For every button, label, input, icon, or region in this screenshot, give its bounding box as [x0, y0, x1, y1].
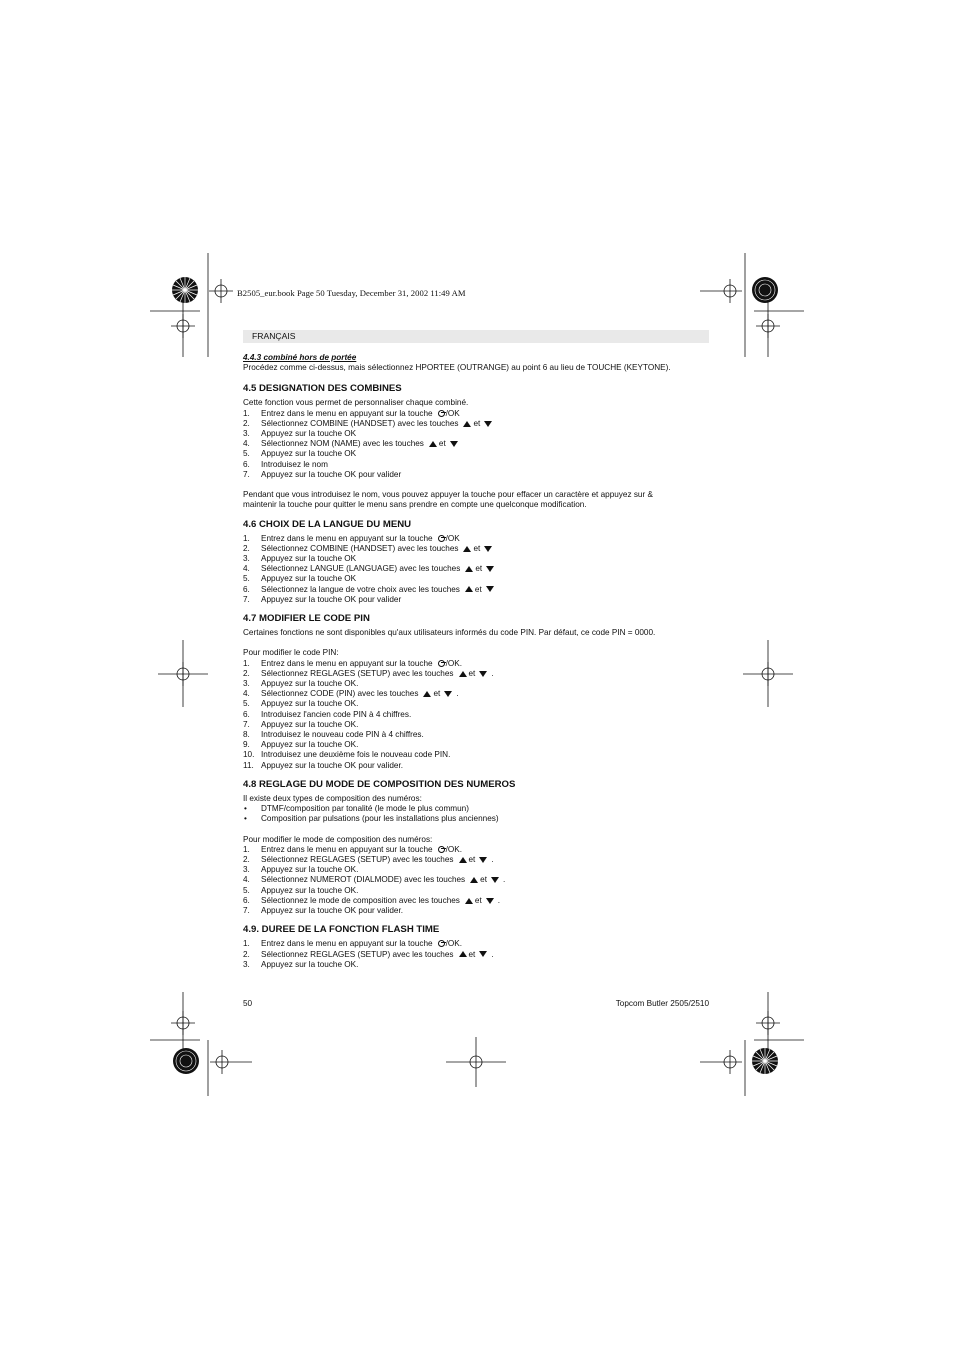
step-text: Sélectionnez le mode de composition avec les touches: [261, 895, 460, 905]
section-4-9: [243, 924, 709, 970]
step-text: /OK.: [445, 939, 462, 949]
up-arrow-icon: [465, 898, 473, 904]
section-heading: 4.5 DESIGNATION DES COMBINES: [243, 383, 402, 395]
step-number: 2.: [243, 418, 250, 428]
step-number: 5.: [243, 574, 250, 584]
step-text: et: [474, 895, 482, 905]
step-text: Appuyez sur la touche OK pour valider: [261, 594, 402, 604]
list-item-text: Composition par pulsations (pour les installations plus anciennes): [261, 814, 499, 824]
step-text: Sélectionnez la langue de votre choix avec les touches: [261, 584, 460, 594]
list-item: [243, 409, 709, 419]
step-number: 5.: [243, 449, 250, 459]
paragraph: maintenir la touche pour quitter le menu sans prendre en compte une quelconque modification.: [243, 500, 587, 510]
list-item: [243, 761, 709, 771]
step-text: .: [503, 875, 506, 885]
list-item: [243, 845, 709, 855]
menu-key-icon: [437, 409, 446, 417]
step-text: Introduisez l'ancien code PIN à 4 chiffres.: [261, 709, 412, 719]
section-heading: 4.6 CHOIX DE LA LANGUE DU MENU: [243, 518, 412, 530]
step-list: [243, 409, 709, 480]
step-number: 10.: [243, 750, 255, 760]
paragraph: Pour modifier le mode de composition des numéros:: [243, 834, 433, 844]
list-item: [243, 554, 709, 564]
list-item: [243, 534, 709, 544]
list-item: [243, 720, 709, 730]
list-item: [243, 419, 709, 429]
step-text: Entrez dans le menu en appuyant sur la touche: [261, 844, 433, 854]
step-text: et: [474, 584, 482, 594]
step-text: Sélectionnez COMBINE (HANDSET) avec les touches: [261, 543, 459, 553]
step-number: 2.: [243, 668, 250, 678]
step-text: et: [468, 668, 476, 678]
list-item: [243, 886, 709, 896]
step-text: .: [456, 689, 459, 699]
step-text: Appuyez sur la touche OK: [261, 574, 357, 584]
step-number: 7.: [243, 719, 250, 729]
step-number: 5.: [243, 885, 250, 895]
list-item: [243, 449, 709, 459]
step-text: Appuyez sur la touche OK: [261, 429, 357, 439]
down-arrow-icon: [486, 566, 494, 572]
list-item: [243, 699, 709, 709]
step-number: 4.: [243, 439, 250, 449]
section-heading: 4.7 MODIFIER LE CODE PIN: [243, 613, 370, 625]
list-item: [243, 574, 709, 584]
section-4-6: [243, 519, 709, 605]
step-text: Appuyez sur la touche OK pour valider: [261, 469, 402, 479]
step-text: .: [491, 949, 494, 959]
step-text: Appuyez sur la touche OK pour valider.: [261, 906, 403, 916]
step-number: 2.: [243, 543, 250, 553]
bullet-list: [243, 804, 709, 824]
list-item: [243, 564, 709, 574]
step-text: Introduisez une deuxième fois le nouveau code PIN.: [261, 750, 451, 760]
step-text: Appuyez sur la touche OK: [261, 554, 357, 564]
paragraph: Certaines fonctions ne sont disponibles qu'aux utilisateurs informés du code PIN. Par défaut, ce code PIN = 0000.: [243, 628, 656, 638]
step-text: et: [473, 418, 481, 428]
list-item: [243, 939, 709, 949]
step-text: et: [473, 543, 481, 553]
list-item: [243, 896, 709, 906]
down-arrow-icon: [491, 877, 499, 883]
step-text: /OK: [445, 408, 460, 418]
step-text: Sélectionnez NUMEROT (DIALMODE) avec les touches: [261, 875, 466, 885]
step-number: 2.: [243, 855, 250, 865]
step-text: .: [491, 668, 494, 678]
section-title: 4.4.3 combiné hors de portée: [243, 353, 357, 362]
main-content: [243, 353, 709, 970]
list-item: [243, 595, 709, 605]
step-number: 11.: [243, 760, 254, 770]
step-number: 1.: [243, 658, 250, 668]
up-arrow-icon: [470, 877, 478, 883]
step-text: et: [438, 439, 446, 449]
list-item: [243, 750, 709, 760]
book-header-line: B2505_eur.book Page 50 Tuesday, December 31, 2002 11:49 AM: [237, 288, 466, 298]
step-text: Appuyez sur la touche OK.: [261, 740, 359, 750]
page-number: 50: [243, 999, 253, 1008]
language-label: FRANÇAIS: [252, 331, 296, 341]
menu-key-icon: [437, 659, 446, 667]
list-item: [243, 814, 709, 824]
step-text: Sélectionnez REGLAGES (SETUP) avec les touches: [261, 668, 454, 678]
up-arrow-icon: [463, 421, 471, 427]
paragraph: Pendant que vous introduisez le nom, vous pouvez appuyer la touche pour effacer un caractère et appuyez sur &: [243, 490, 653, 500]
step-text: et: [480, 875, 487, 885]
step-text: Appuyez sur la touche OK.: [261, 699, 359, 709]
step-text: .: [497, 895, 501, 905]
step-text: Appuyez sur la touche OK: [261, 449, 357, 459]
list-item: [243, 875, 709, 885]
step-text: Sélectionnez COMBINE (HANDSET) avec les touches: [261, 418, 459, 428]
step-text: et: [475, 564, 483, 574]
section-4-8: [243, 779, 709, 916]
list-item: [243, 679, 709, 689]
product-name: Topcom Butler 2505/2510: [615, 999, 709, 1008]
step-number: 3.: [243, 865, 250, 875]
step-text: et: [468, 855, 476, 865]
paragraph: Il existe deux types de composition des numéros:: [243, 793, 422, 803]
step-number: 3.: [243, 429, 250, 439]
list-item: [243, 470, 709, 480]
step-number: 1.: [243, 844, 250, 854]
step-number: 7.: [243, 594, 250, 604]
up-arrow-icon: [423, 691, 431, 697]
step-text: /OK.: [445, 844, 462, 854]
step-number: 4.: [243, 564, 250, 574]
step-list: [243, 534, 709, 605]
step-number: 3.: [243, 679, 250, 689]
step-text: Entrez dans le menu en appuyant sur la touche: [261, 533, 433, 543]
down-arrow-icon: [479, 671, 487, 677]
down-arrow-icon: [484, 421, 492, 427]
list-item: [243, 585, 709, 595]
menu-key-icon: [437, 534, 446, 542]
step-number: 3.: [243, 554, 250, 564]
list-item: [243, 740, 709, 750]
step-text: et: [433, 689, 441, 699]
up-arrow-icon: [459, 671, 467, 677]
paragraph: Procédez comme ci-dessus, mais sélectionnez HPORTEE (OUTRANGE) au point 6 au lieu de TOUCHE (KEYTONE).: [243, 363, 671, 373]
step-number: 1.: [243, 408, 250, 418]
down-arrow-icon: [444, 691, 452, 697]
step-number: 6.: [243, 709, 250, 719]
step-number: 7.: [243, 469, 250, 479]
list-item: [243, 429, 709, 439]
up-arrow-icon: [459, 951, 467, 957]
step-text: Entrez dans le menu en appuyant sur la touche: [261, 408, 433, 418]
up-arrow-icon: [459, 857, 467, 863]
step-text: Sélectionnez REGLAGES (SETUP) avec les touches: [261, 949, 454, 959]
list-item: [243, 710, 709, 720]
step-text: /OK.: [445, 658, 462, 668]
down-arrow-icon: [479, 857, 487, 863]
step-text: Entrez dans le menu en appuyant sur la touche: [261, 658, 433, 668]
step-number: 2.: [243, 949, 250, 959]
step-text: Introduisez le nouveau code PIN à 4 chiffres.: [261, 730, 424, 740]
menu-key-icon: [437, 845, 446, 853]
step-number: 7.: [243, 906, 250, 916]
down-arrow-icon: [479, 951, 487, 957]
step-text: Entrez dans le menu en appuyant sur la touche: [261, 939, 433, 949]
section-4-7: [243, 613, 709, 771]
down-arrow-icon: [486, 586, 494, 592]
list-item: [243, 906, 709, 916]
language-bar: [243, 330, 709, 343]
paragraph: Pour modifier le code PIN:: [243, 648, 339, 658]
list-item: [243, 460, 709, 470]
step-list: [243, 939, 709, 970]
section-4-5: [243, 383, 709, 510]
down-arrow-icon: [450, 441, 458, 447]
down-arrow-icon: [484, 546, 492, 552]
step-number: 4.: [243, 689, 250, 699]
bullet-marker: •: [244, 804, 247, 814]
step-text: Appuyez sur la touche OK.: [261, 865, 359, 875]
menu-key-icon: [437, 939, 446, 947]
up-arrow-icon: [463, 546, 471, 552]
list-item: [243, 950, 709, 960]
step-list: [243, 659, 709, 771]
list-item: [243, 544, 709, 554]
bullet-marker: •: [244, 814, 247, 824]
step-number: 9.: [243, 740, 250, 750]
section-4-4-3: [243, 353, 709, 373]
step-text: et: [468, 949, 476, 959]
step-text: Appuyez sur la touche OK.: [261, 885, 359, 895]
list-item-text: DTMF/composition par tonalité (le mode le plus commun): [261, 804, 469, 814]
list-item: [243, 804, 709, 814]
step-text: Introduisez le nom: [261, 459, 328, 469]
step-text: Sélectionnez NOM (NAME) avec les touches: [261, 439, 424, 449]
step-number: 6.: [243, 459, 250, 469]
step-number: 6.: [243, 895, 250, 905]
section-heading: 4.8 REGLAGE DU MODE DE COMPOSITION DES NUMEROS: [243, 778, 516, 790]
step-text: Sélectionnez LANGUE (LANGUAGE) avec les touches: [261, 564, 461, 574]
list-item: [243, 855, 709, 865]
list-item: [243, 865, 709, 875]
list-item: [243, 960, 709, 970]
step-text: Sélectionnez CODE (PIN) avec les touches: [261, 689, 419, 699]
section-heading: 4.9. DUREE DE LA FONCTION FLASH TIME: [243, 924, 440, 936]
list-item: [243, 730, 709, 740]
list-item: [243, 659, 709, 669]
step-number: 6.: [243, 584, 250, 594]
step-text: .: [491, 855, 494, 865]
step-number: 3.: [243, 959, 250, 969]
step-text: Appuyez sur la touche OK.: [261, 959, 359, 969]
step-text: Appuyez sur la touche OK.: [261, 719, 359, 729]
list-item: [243, 689, 709, 699]
step-number: 5.: [243, 699, 250, 709]
step-number: 8.: [243, 730, 250, 740]
paragraph: Cette fonction vous permet de personnaliser chaque combiné.: [243, 398, 469, 408]
step-text: Sélectionnez REGLAGES (SETUP) avec les touches: [261, 855, 454, 865]
up-arrow-icon: [465, 566, 473, 572]
step-text: Appuyez sur la touche OK pour valider.: [261, 760, 403, 770]
up-arrow-icon: [465, 586, 473, 592]
step-list: [243, 845, 709, 916]
list-item: [243, 439, 709, 449]
step-number: 1.: [243, 939, 250, 949]
step-text: Appuyez sur la touche OK.: [261, 679, 359, 689]
list-item: [243, 669, 709, 679]
step-number: 4.: [243, 875, 250, 885]
step-text: /OK: [445, 533, 460, 543]
up-arrow-icon: [429, 441, 437, 447]
step-number: 1.: [243, 533, 250, 543]
down-arrow-icon: [486, 898, 494, 904]
